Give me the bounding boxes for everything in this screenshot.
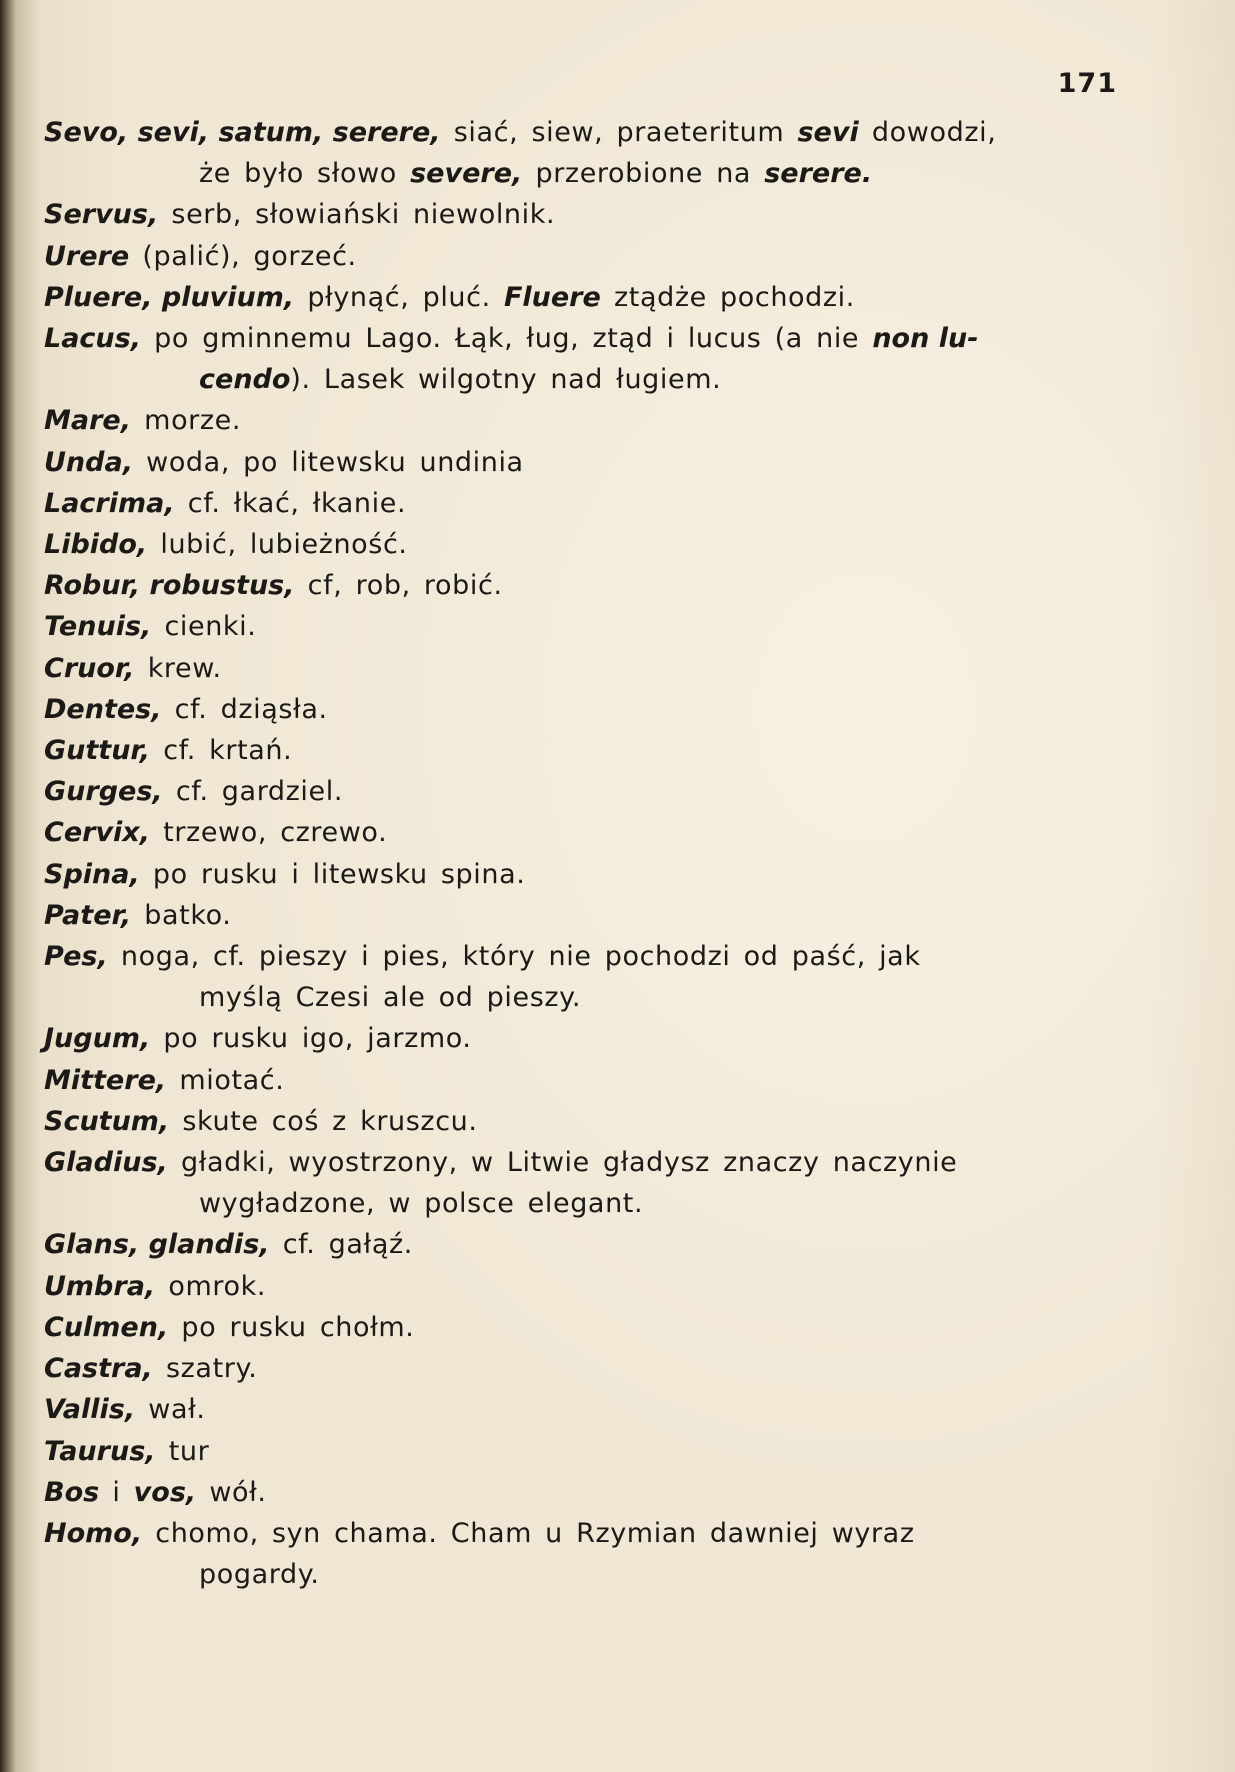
entry-line	[44, 817, 387, 848]
entry-text: po rusku i litewsku spina.	[139, 858, 526, 890]
entry-text: cienki.	[151, 611, 257, 643]
glossary-entry	[44, 1142, 1114, 1224]
entry-headword: Robur, robustus,	[44, 570, 295, 602]
entry-text: cf. gałąź.	[269, 1229, 413, 1261]
entry-line	[44, 941, 921, 972]
italic-term: severe,	[410, 158, 523, 190]
entry-text: ztądże pochodzi.	[600, 281, 855, 313]
entry-headword: Culmen,	[44, 1311, 169, 1343]
entry-line	[44, 1106, 478, 1137]
glossary-entry	[44, 1307, 1114, 1348]
entry-continuation-line	[44, 1183, 1114, 1224]
entry-text: serb, słowiański niewolnik.	[158, 199, 556, 231]
entry-line	[44, 405, 241, 436]
glossary-entry	[44, 771, 1114, 812]
entry-headword: Castra,	[44, 1353, 153, 1385]
glossary-entry	[44, 1513, 1114, 1595]
entry-continuation-line	[44, 1554, 1114, 1595]
entry-headword: Dentes,	[44, 693, 162, 725]
entry-line	[44, 1271, 266, 1302]
entry-text: szatry.	[152, 1353, 258, 1385]
entry-headword: Sevo, sevi, satum, serere,	[44, 117, 441, 148]
entry-headword: Mittere,	[44, 1064, 167, 1096]
glossary-entry	[44, 1060, 1114, 1101]
entry-line	[44, 1229, 413, 1260]
entry-line	[44, 611, 256, 642]
entry-line	[44, 117, 996, 148]
entry-line	[44, 488, 406, 519]
entry-text: morze.	[130, 405, 242, 437]
entry-text: cf. łkać, łkanie.	[174, 487, 407, 519]
entry-text: miotać.	[166, 1064, 285, 1096]
glossary-entry	[44, 442, 1114, 483]
glossary-entry	[44, 483, 1114, 524]
entry-text: chomo, syn chama. Cham u Rzymian dawniej wyraz	[142, 1517, 915, 1549]
glossary-entry	[44, 812, 1114, 853]
entry-line	[44, 653, 222, 684]
entry-headword: Unda,	[44, 446, 133, 478]
glossary-entry	[44, 236, 1114, 277]
entry-text: batko.	[131, 899, 232, 931]
entry-line	[44, 529, 408, 560]
glossary-entry	[44, 1389, 1114, 1430]
entry-line	[44, 241, 357, 272]
entry-headword: Taurus,	[44, 1435, 156, 1467]
entry-text: cf, rob, robić.	[294, 570, 503, 602]
entry-text: wół.	[196, 1476, 267, 1508]
entry-headword: Vallis,	[44, 1394, 136, 1426]
glossary-entry	[44, 318, 1114, 400]
entry-headword: Cruor,	[44, 652, 135, 684]
entry-text: i	[99, 1476, 134, 1508]
entry-text: pogardy.	[199, 1559, 320, 1591]
entry-text: tur	[155, 1435, 210, 1467]
entry-headword: Servus,	[44, 199, 159, 231]
entry-headword: Pater,	[44, 899, 132, 931]
entry-text: myślą Czesi ale od pieszy.	[199, 982, 582, 1014]
entry-headword: Lacrima,	[44, 487, 175, 519]
entry-line	[44, 1023, 472, 1054]
glossary-entry-list	[44, 112, 1114, 1595]
entry-line	[44, 694, 328, 725]
glossary-entry	[44, 1101, 1114, 1142]
entry-line	[44, 282, 855, 313]
entry-line	[44, 1436, 209, 1467]
italic-term: vos,	[133, 1476, 197, 1508]
glossary-entry	[44, 524, 1114, 565]
entry-text: że było słowo	[199, 158, 411, 190]
glossary-entry	[44, 1266, 1114, 1307]
glossary-entry	[44, 194, 1114, 235]
entry-text: po rusku igo, jarzmo.	[150, 1023, 472, 1055]
entry-line	[44, 1394, 206, 1425]
entry-text: omrok.	[155, 1270, 267, 1302]
entry-text: cf. krtań.	[150, 735, 293, 767]
entry-text: woda, po litewsku undinia	[132, 446, 524, 478]
entry-headword: Pes,	[44, 941, 108, 973]
entry-headword: Guttur,	[44, 735, 151, 767]
entry-continuation-line	[44, 153, 1114, 194]
entry-text: siać, siew, praeteritum	[440, 117, 798, 148]
entry-line	[44, 1353, 257, 1384]
entry-line	[44, 1477, 267, 1508]
entry-headword: Mare,	[44, 405, 131, 437]
entry-headword: Cervix,	[44, 817, 150, 849]
entry-headword: Homo,	[44, 1517, 143, 1549]
entry-line	[44, 570, 503, 601]
entry-headword: Jugum,	[44, 1023, 151, 1055]
entry-line	[44, 1147, 957, 1178]
entry-headword: Gladius,	[44, 1147, 168, 1179]
glossary-entry	[44, 1224, 1114, 1265]
entry-headword: Glans, glandis,	[44, 1229, 270, 1261]
entry-line	[44, 900, 231, 931]
entry-text: gładki, wyostrzony, w Litwie gładysz znaczy naczynie	[167, 1147, 958, 1179]
glossary-entry	[44, 689, 1114, 730]
italic-term: non lu-	[872, 323, 979, 355]
entry-line	[44, 1065, 284, 1096]
glossary-entry	[44, 277, 1114, 318]
entry-text: cf. dziąsła.	[161, 693, 328, 725]
entry-line	[44, 1312, 414, 1343]
entry-headword: Spina,	[44, 858, 140, 890]
glossary-entry	[44, 936, 1114, 1018]
entry-text: lubić, lubieżność.	[147, 529, 408, 561]
entry-headword: Bos	[44, 1476, 100, 1508]
entry-line	[44, 323, 978, 354]
entry-text: po gminnemu Lago. Łąk, ług, ztąd i lucus (a nie	[140, 323, 873, 355]
entry-headword: Scutum,	[44, 1105, 170, 1137]
entry-text: ). Lasek wilgotny nad ługiem.	[290, 364, 722, 396]
entry-line	[44, 735, 292, 766]
entry-headword: Tenuis,	[44, 611, 152, 643]
entry-text: po rusku chołm.	[168, 1311, 415, 1343]
glossary-entry	[44, 895, 1114, 936]
glossary-entry	[44, 1018, 1114, 1059]
entry-text: dowodzi,	[858, 117, 997, 148]
entry-text: wygładzone, w polsce elegant.	[199, 1188, 644, 1220]
glossary-entry	[44, 854, 1114, 895]
entry-text: cf. gardziel.	[162, 776, 344, 808]
entry-text: płynąć, pluć.	[294, 281, 504, 313]
glossary-entry	[44, 606, 1114, 647]
glossary-entry	[44, 1472, 1114, 1513]
italic-term: serere.	[764, 158, 873, 190]
entry-headword: Lacus,	[44, 323, 141, 355]
italic-term: cendo	[199, 364, 291, 396]
entry-text: skute coś z kruszcu.	[169, 1105, 478, 1137]
italic-term: Fluere	[503, 281, 601, 313]
glossary-entry	[44, 1348, 1114, 1389]
entry-headword: Gurges,	[44, 776, 163, 808]
glossary-entry	[44, 565, 1114, 606]
entry-line	[44, 776, 343, 807]
glossary-entry	[44, 730, 1114, 771]
entry-headword: Pluere, pluvium,	[44, 281, 295, 313]
italic-term: sevi	[797, 117, 859, 148]
entry-line	[44, 447, 524, 478]
entry-text: trzewo, czrewo.	[149, 817, 388, 849]
entry-headword: Umbra,	[44, 1270, 156, 1302]
entry-text: krew.	[134, 652, 222, 684]
glossary-entry	[44, 400, 1114, 441]
entry-continuation-line	[44, 977, 1114, 1018]
entry-line	[44, 1518, 915, 1549]
entry-line	[44, 859, 525, 890]
entry-text: noga, cf. pieszy i pies, który nie pochodzi od paść, jak	[107, 941, 921, 973]
entry-headword: Urere	[44, 240, 130, 272]
entry-text: wał.	[135, 1394, 206, 1426]
entry-continuation-line	[44, 359, 1114, 400]
entry-text: (palić), gorzeć.	[129, 240, 357, 272]
glossary-entry	[44, 648, 1114, 689]
entry-headword: Libido,	[44, 529, 148, 561]
entry-text: przerobione na	[522, 158, 765, 190]
glossary-entry	[44, 1431, 1114, 1472]
page-number: 171	[1057, 68, 1117, 99]
glossary-entry	[44, 112, 1114, 194]
entry-line	[44, 199, 555, 230]
